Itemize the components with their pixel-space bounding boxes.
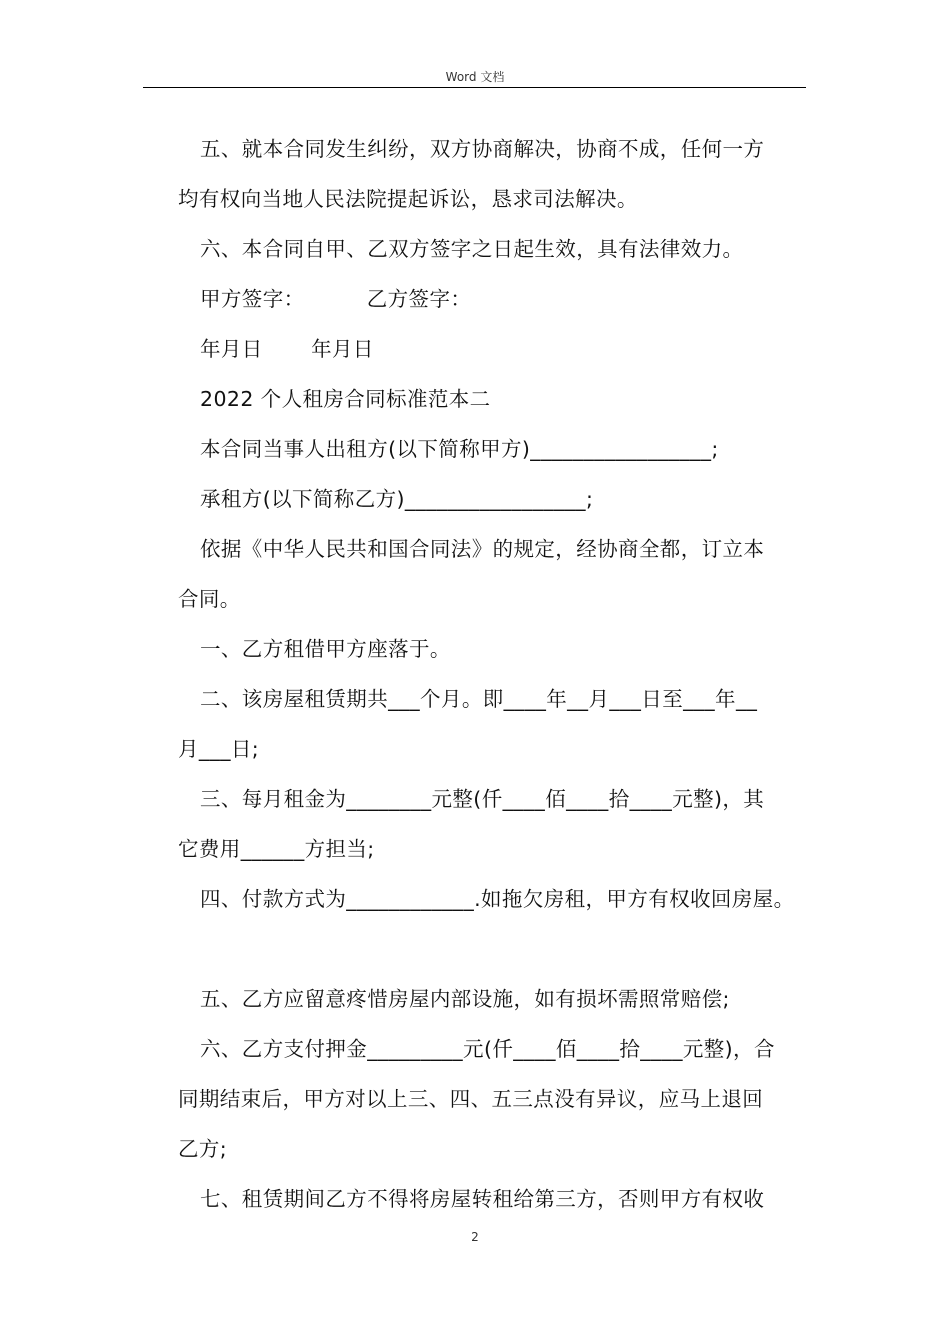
paragraph-line: 月___日; xyxy=(178,737,260,761)
header-rule xyxy=(143,87,806,88)
paragraph-line: 一、乙方租借甲方座落于。 xyxy=(200,637,451,661)
paragraph-line: 它费用______方担当; xyxy=(178,837,375,861)
paragraph-line: 五、就本合同发生纠纷，双方协商解决，协商不成，任何一方 xyxy=(200,137,765,161)
paragraph-line: 依据《中华人民共和国合同法》的规定，经协商全都，订立本 xyxy=(200,537,765,561)
paragraph-line: 三、每月租金为________元整(仟____佰____拾____元整)，其 xyxy=(200,787,765,811)
paragraph-line: 承租方(以下简称乙方)_________________; xyxy=(200,487,594,511)
paragraph-line: 二、该房屋租赁期共___个月。即____年__月___日至___年__ xyxy=(200,687,758,711)
signature-line: 甲方签字： 乙方签字： xyxy=(200,287,472,311)
paragraph-line: 本合同当事人出租方(以下简称甲方)_________________; xyxy=(200,437,719,461)
paragraph-line: 合同。 xyxy=(178,587,241,611)
paragraph-line: 七、租赁期间乙方不得将房屋转租给第三方，否则甲方有权收 xyxy=(200,1187,765,1211)
paragraph-line: 五、乙方应留意疼惜房屋内部设施，如有损坏需照常赔偿; xyxy=(200,987,730,1011)
page-number: 2 xyxy=(471,1230,479,1244)
header-title: Word 文档 xyxy=(445,70,505,84)
paragraph-line: 六、本合同自甲、乙双方签字之日起生效，具有法律效力。 xyxy=(200,237,744,261)
paragraph-line: 同期结束后，甲方对以上三、四、五三点没有异议，应马上退回 xyxy=(178,1087,764,1111)
paragraph-line: 六、乙方支付押金_________元(仟____佰____拾____元整)，合 xyxy=(200,1037,775,1061)
section-title: 2022 个人租房合同标准范本二 xyxy=(200,387,491,411)
paragraph-line: 四、付款方式为____________.如拖欠房租，甲方有权收回房屋。 xyxy=(200,887,795,911)
paragraph-line: 均有权向当地人民法院提起诉讼，恳求司法解决。 xyxy=(178,187,638,211)
date-line: 年月日 年月日 xyxy=(200,337,374,361)
paragraph-line: 乙方; xyxy=(178,1137,228,1161)
